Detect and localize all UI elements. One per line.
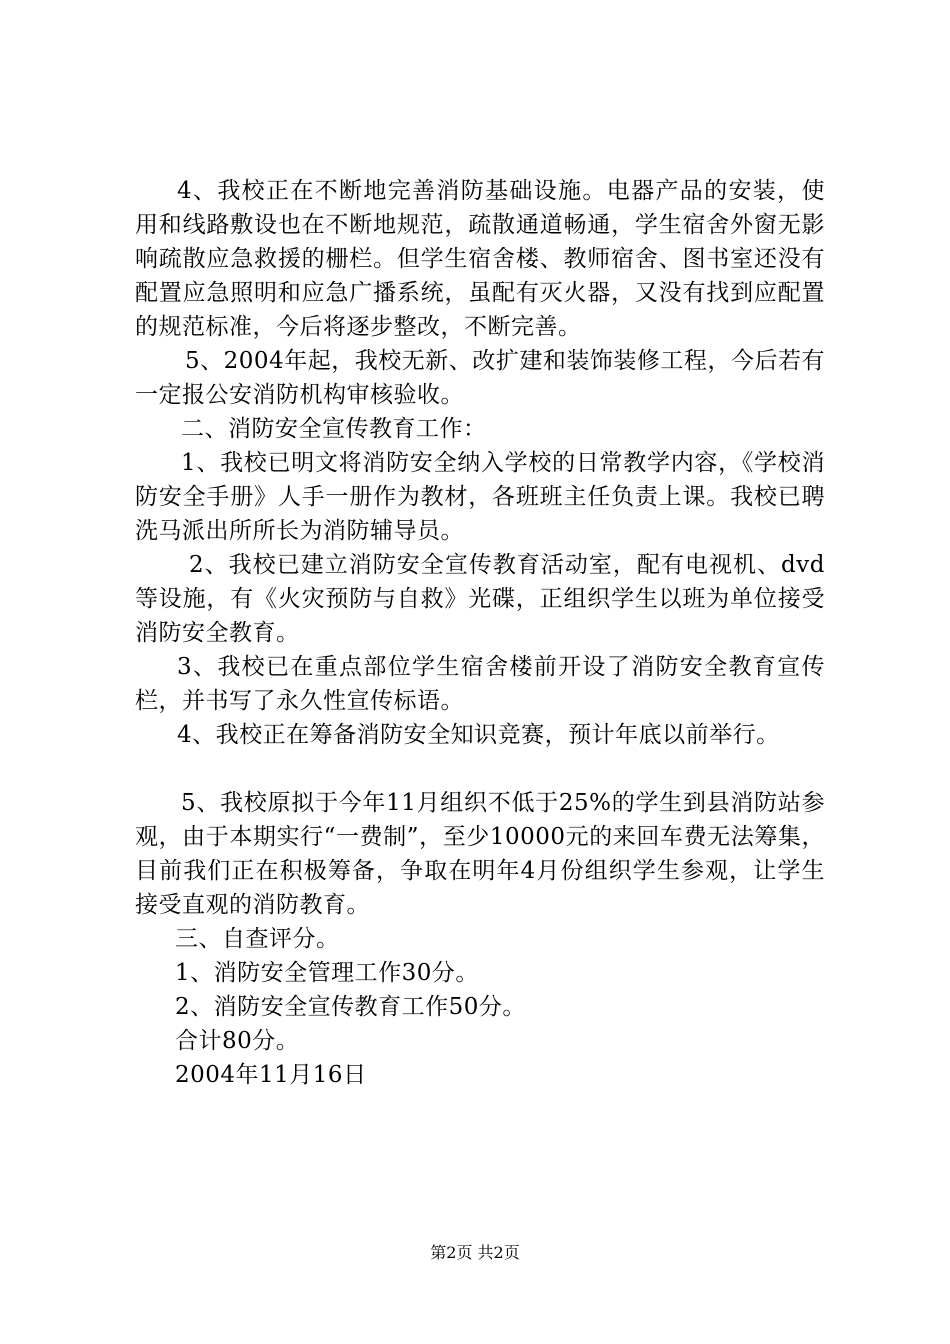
document-body — [135, 174, 825, 1092]
score-management: 1、消防安全管理工作30分。 — [175, 960, 479, 986]
document-date: 2004年11月16日 — [175, 1062, 367, 1088]
score-education: 2、消防安全宣传教育工作50分。 — [175, 994, 526, 1020]
paragraph-facilities: 4、我校正在不断地完善消防基础设施。电器产品的安装，使用和线路敷设也在不断地规范，疏散通道畅通，学生宿舍外窗无影响疏散应急救援的栅栏。但学生宿舍楼、教师宿舍、图书室还没有配置应急照明和应急广播系统，虽配有灭火器，又没有找到应配置的规范标准，今后将逐步整改，不断完善。 — [135, 178, 825, 340]
paragraph-activity-room: 2、我校已建立消防安全宣传教育活动室，配有电视机、dvd等设施，有《火灾预防与自救》光碟，正组织学生以班为单位接受消防安全教育。 — [135, 552, 825, 646]
page-footer: 第2页 共2页 — [430, 1243, 520, 1262]
blank-line — [135, 752, 825, 786]
paragraph-competition: 4、我校正在筹备消防安全知识竞赛，预计年底以前举行。 — [177, 722, 780, 748]
section-heading-self-assessment: 三、自查评分。 — [175, 926, 340, 952]
paragraph-curriculum: 1、我校已明文将消防安全纳入学校的日常教学内容，《学校消防安全手册》人手一册作为教材，各班班主任负责上课。我校已聘洗马派出所所长为消防辅导员。 — [135, 450, 825, 544]
paragraph-bulletin-board: 3、我校已在重点部位学生宿舍楼前开设了消防安全教育宣传栏，并书写了永久性宣传标语。 — [135, 654, 825, 714]
score-total: 合计80分。 — [175, 1028, 300, 1054]
section-heading-education: 二、消防安全宣传教育工作： — [181, 416, 487, 442]
paragraph-field-trip: 5、我校原拟于今年11月组织不低于25%的学生到县消防站参观，由于本期实行“一费制”，至少10000元的来回车费无法筹集，目前我们正在积极筹备，争取在明年4月份组织学生参观，让学生接受直观的消防教育。 — [135, 790, 825, 918]
paragraph-construction: 5、2004年起，我校无新、改扩建和装饰装修工程，今后若有一定报公安消防机构审核验收。 — [135, 348, 825, 408]
